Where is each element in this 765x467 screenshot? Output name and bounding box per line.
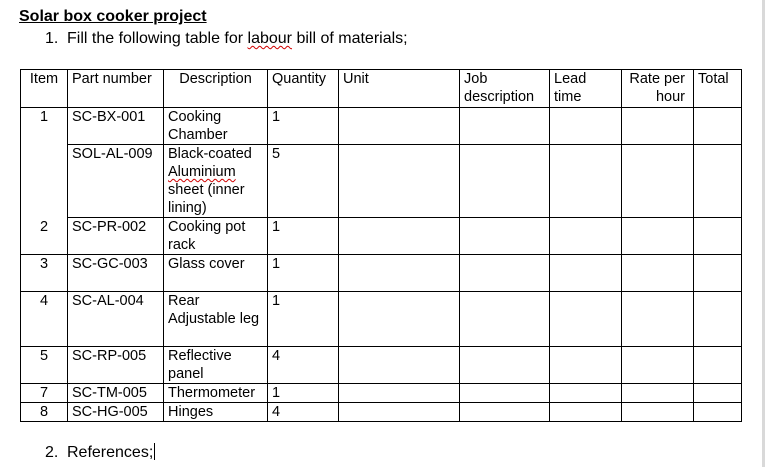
cell-rate-per-hour[interactable] xyxy=(622,108,694,145)
cell-unit[interactable] xyxy=(339,108,460,145)
cell-item[interactable] xyxy=(21,145,68,218)
cell-quantity[interactable]: 1 xyxy=(268,384,339,403)
cell-part-number[interactable]: SC-BX-001 xyxy=(68,108,164,145)
spelling-error-word[interactable]: Aluminium xyxy=(168,164,236,180)
cell-part-number[interactable]: SC-TM-005 xyxy=(68,384,164,403)
table-row xyxy=(21,403,742,422)
cell-unit[interactable] xyxy=(339,384,460,403)
cell-description[interactable]: Glass cover xyxy=(164,255,268,292)
step-1-paragraph[interactable] xyxy=(45,30,408,48)
bill-of-materials-table[interactable] xyxy=(20,69,742,422)
cell-lead-time[interactable] xyxy=(550,292,622,347)
header-description[interactable]: Description xyxy=(164,70,268,108)
cell-unit[interactable] xyxy=(339,347,460,384)
cell-rate-per-hour[interactable] xyxy=(622,255,694,292)
cell-description[interactable]: Reflective panel xyxy=(164,347,268,384)
cell-lead-time[interactable] xyxy=(550,384,622,403)
cell-total[interactable] xyxy=(694,292,742,347)
cell-item[interactable]: 5 xyxy=(21,347,68,384)
header-job-description[interactable]: Job description xyxy=(460,70,550,108)
cell-rate-per-hour[interactable] xyxy=(622,145,694,218)
cell-part-number[interactable]: SOL-AL-009 xyxy=(68,145,164,218)
cell-job-description[interactable] xyxy=(460,108,550,145)
cell-job-description[interactable] xyxy=(460,218,550,255)
header-part-number[interactable]: Part number xyxy=(68,70,164,108)
cell-description[interactable]: Rear Adjustable leg xyxy=(164,292,268,347)
cell-lead-time[interactable] xyxy=(550,347,622,384)
cell-unit[interactable] xyxy=(339,145,460,218)
cell-total[interactable] xyxy=(694,347,742,384)
cell-unit[interactable] xyxy=(339,403,460,422)
table-row xyxy=(21,384,742,403)
spelling-error-word[interactable]: labour xyxy=(247,30,293,47)
header-rate-per-hour[interactable]: Rate per hour xyxy=(622,70,694,108)
cell-description[interactable]: Cooking Chamber xyxy=(164,108,268,145)
table-row xyxy=(21,255,742,292)
cell-item[interactable]: 8 xyxy=(21,403,68,422)
cell-rate-per-hour[interactable] xyxy=(622,403,694,422)
description-suffix: sheet (inner lining) xyxy=(168,182,245,216)
header-total[interactable]: Total xyxy=(694,70,742,108)
cell-item[interactable]: 2 xyxy=(21,218,68,255)
cell-item[interactable]: 7 xyxy=(21,384,68,403)
cell-total[interactable] xyxy=(694,218,742,255)
step-1-text-before: Fill the following table for xyxy=(67,30,248,47)
cell-quantity[interactable]: 4 xyxy=(268,403,339,422)
step-1-text-after: bill of materials; xyxy=(292,30,408,47)
table-row xyxy=(21,108,742,145)
cell-quantity[interactable]: 1 xyxy=(268,218,339,255)
cell-job-description[interactable] xyxy=(460,403,550,422)
cell-lead-time[interactable] xyxy=(550,255,622,292)
header-item[interactable]: Item xyxy=(21,70,68,108)
cell-lead-time[interactable] xyxy=(550,145,622,218)
cell-total[interactable] xyxy=(694,255,742,292)
cell-job-description[interactable] xyxy=(460,255,550,292)
cell-part-number[interactable]: SC-AL-004 xyxy=(68,292,164,347)
cell-description[interactable]: Cooking pot rack xyxy=(164,218,268,255)
step-2-number: 2. xyxy=(45,444,59,461)
cell-total[interactable] xyxy=(694,108,742,145)
cell-total[interactable] xyxy=(694,384,742,403)
cell-lead-time[interactable] xyxy=(550,108,622,145)
cell-quantity[interactable]: 1 xyxy=(268,108,339,145)
header-lead-time[interactable]: Lead time xyxy=(550,70,622,108)
text-cursor xyxy=(154,443,155,460)
cell-description[interactable]: Thermometer xyxy=(164,384,268,403)
cell-item[interactable]: 3 xyxy=(21,255,68,292)
header-quantity[interactable]: Quantity xyxy=(268,70,339,108)
cell-description[interactable]: Hinges xyxy=(164,403,268,422)
description-prefix: Black-coated xyxy=(168,146,252,162)
cell-rate-per-hour[interactable] xyxy=(622,347,694,384)
cell-item[interactable]: 4 xyxy=(21,292,68,347)
cell-rate-per-hour[interactable] xyxy=(622,218,694,255)
table-row xyxy=(21,145,742,218)
cell-rate-per-hour[interactable] xyxy=(622,384,694,403)
cell-quantity[interactable]: 1 xyxy=(268,255,339,292)
cell-job-description[interactable] xyxy=(460,384,550,403)
step-2-text: References; xyxy=(67,444,154,461)
cell-total[interactable] xyxy=(694,403,742,422)
cell-quantity[interactable]: 1 xyxy=(268,292,339,347)
table-row xyxy=(21,218,742,255)
cell-part-number[interactable]: SC-GC-003 xyxy=(68,255,164,292)
cell-lead-time[interactable] xyxy=(550,218,622,255)
step-2-paragraph[interactable] xyxy=(45,443,155,462)
cell-job-description[interactable] xyxy=(460,347,550,384)
document-title: Solar box cooker project xyxy=(19,8,207,25)
cell-quantity[interactable]: 5 xyxy=(268,145,339,218)
cell-item[interactable]: 1 xyxy=(21,108,68,145)
table-row xyxy=(21,292,742,347)
cell-unit[interactable] xyxy=(339,255,460,292)
step-1-number: 1. xyxy=(45,30,59,47)
header-unit[interactable]: Unit xyxy=(339,70,460,108)
cell-lead-time[interactable] xyxy=(550,403,622,422)
cell-job-description[interactable] xyxy=(460,145,550,218)
table-row xyxy=(21,347,742,384)
cell-unit[interactable] xyxy=(339,218,460,255)
cell-quantity[interactable]: 4 xyxy=(268,347,339,384)
cell-part-number[interactable]: SC-RP-005 xyxy=(68,347,164,384)
cell-part-number[interactable]: SC-PR-002 xyxy=(68,218,164,255)
cell-job-description[interactable] xyxy=(460,292,550,347)
cell-unit[interactable] xyxy=(339,292,460,347)
cell-part-number[interactable]: SC-HG-005 xyxy=(68,403,164,422)
cell-rate-per-hour[interactable] xyxy=(622,292,694,347)
table-header-row xyxy=(21,70,742,108)
cell-total[interactable] xyxy=(694,145,742,218)
cell-description[interactable] xyxy=(164,145,268,218)
